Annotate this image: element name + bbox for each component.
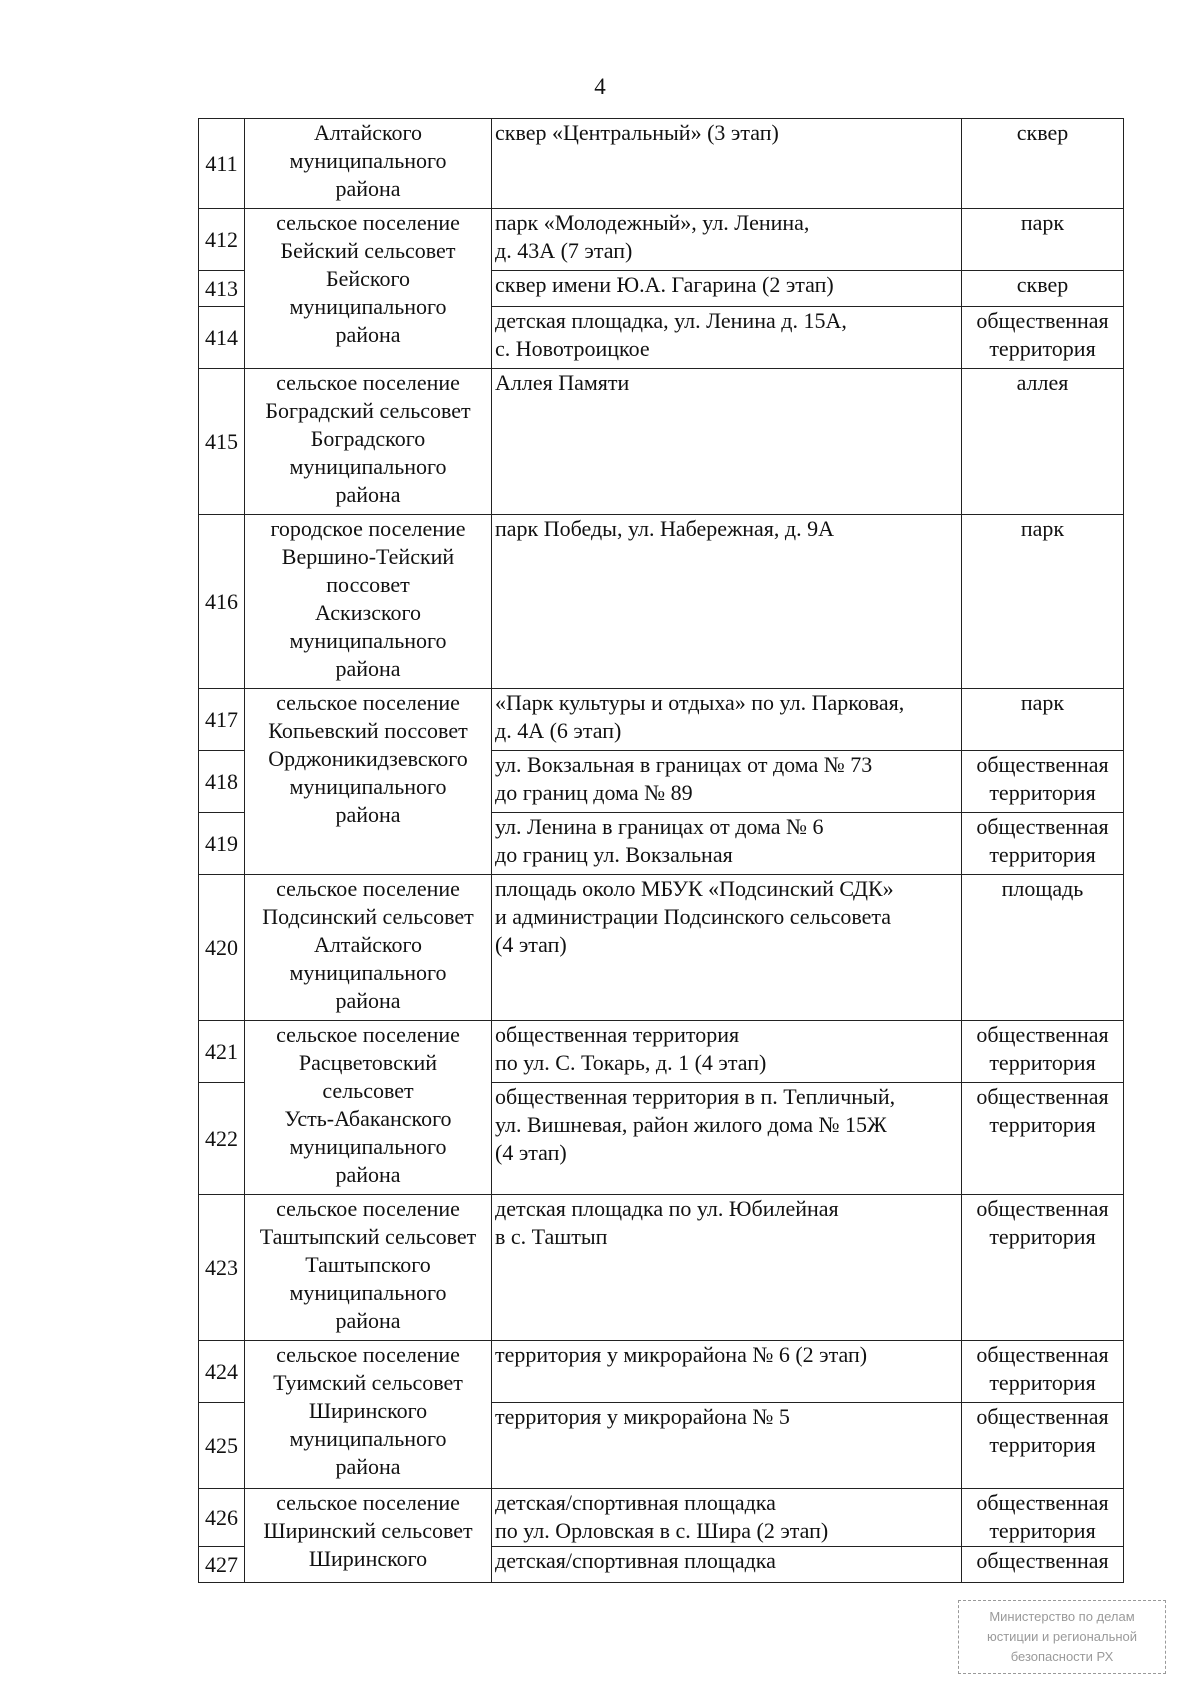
table-row — [199, 209, 1124, 271]
object-cell: площадь около МБУК «Подсинский СДК» и администрации Подсинского сельсовета (4 этап) — [492, 875, 962, 1021]
type-cell: парк — [962, 209, 1124, 271]
row-number: 414 — [199, 307, 245, 369]
type-cell: площадь — [962, 875, 1124, 1021]
object-cell: территория у микрорайона № 5 — [492, 1403, 962, 1489]
object-cell: детская площадка, ул. Ленина д. 15А, с. Новотроицкое — [492, 307, 962, 369]
table-row — [199, 1195, 1124, 1341]
table-row — [199, 689, 1124, 751]
type-cell: общественная территория — [962, 1403, 1124, 1489]
row-number: 424 — [199, 1341, 245, 1403]
table-row — [199, 119, 1124, 209]
type-cell: общественная территория — [962, 813, 1124, 875]
object-cell: сквер имени Ю.А. Гагарина (2 этап) — [492, 271, 962, 307]
type-cell: сквер — [962, 119, 1124, 209]
municipality-cell: сельское поселение Копьевский поссовет Орджоникидзевского муниципального района — [245, 689, 492, 875]
type-cell: общественная территория — [962, 1341, 1124, 1403]
object-cell: общественная территория в п. Тепличный, ул. Вишневая, район жилого дома № 15Ж (4 этап) — [492, 1083, 962, 1195]
object-cell: детская площадка по ул. Юбилейная в с. Таштып — [492, 1195, 962, 1341]
type-cell: общественная территория — [962, 1489, 1124, 1547]
registration-stamp: Министерство по делам юстиции и региональной безопасности РХ — [958, 1600, 1166, 1674]
row-number: 412 — [199, 209, 245, 271]
row-number: 418 — [199, 751, 245, 813]
type-cell: парк — [962, 689, 1124, 751]
type-cell: общественная территория — [962, 1021, 1124, 1083]
row-number: 421 — [199, 1021, 245, 1083]
municipality-cell: сельское поселение Туимский сельсовет Ширинского муниципального района — [245, 1341, 492, 1489]
municipality-cell: сельское поселение Расцветовский сельсовет Усть-Абаканского муниципального района — [245, 1021, 492, 1195]
object-cell: «Парк культуры и отдыха» по ул. Парковая, д. 4А (6 этап) — [492, 689, 962, 751]
page-number: 4 — [594, 74, 606, 99]
row-number: 427 — [199, 1547, 245, 1583]
municipality-cell: Алтайского муниципального района — [245, 119, 492, 209]
type-cell: сквер — [962, 271, 1124, 307]
row-number: 415 — [199, 369, 245, 515]
object-cell: ул. Вокзальная в границах от дома № 73 до границ дома № 89 — [492, 751, 962, 813]
row-number: 416 — [199, 515, 245, 689]
table-row — [199, 1489, 1124, 1547]
object-cell: сквер «Центральный» (3 этап) — [492, 119, 962, 209]
objects-table — [198, 118, 1124, 1583]
object-cell: детская/спортивная площадка по ул. Орловская в с. Шира (2 этап) — [492, 1489, 962, 1547]
row-number: 422 — [199, 1083, 245, 1195]
municipality-cell: сельское поселение Подсинский сельсовет Алтайского муниципального района — [245, 875, 492, 1021]
row-number: 420 — [199, 875, 245, 1021]
type-cell: общественная территория — [962, 307, 1124, 369]
row-number: 419 — [199, 813, 245, 875]
object-cell: Аллея Памяти — [492, 369, 962, 515]
municipality-cell: сельское поселение Боградский сельсовет Боградского муниципального района — [245, 369, 492, 515]
type-cell: аллея — [962, 369, 1124, 515]
type-cell: общественная — [962, 1547, 1124, 1583]
municipality-cell: сельское поселение Ширинский сельсовет Ширинского — [245, 1489, 492, 1583]
row-number: 423 — [199, 1195, 245, 1341]
object-cell: ул. Ленина в границах от дома № 6 до границ ул. Вокзальная — [492, 813, 962, 875]
row-number: 413 — [199, 271, 245, 307]
object-cell: территория у микрорайона № 6 (2 этап) — [492, 1341, 962, 1403]
table-row — [199, 875, 1124, 1021]
row-number: 417 — [199, 689, 245, 751]
object-cell: парк «Молодежный», ул. Ленина, д. 43А (7 этап) — [492, 209, 962, 271]
table-row — [199, 369, 1124, 515]
row-number: 425 — [199, 1403, 245, 1489]
type-cell: общественная территория — [962, 1083, 1124, 1195]
table-row — [199, 1021, 1124, 1083]
type-cell: общественная территория — [962, 1195, 1124, 1341]
row-number: 411 — [199, 119, 245, 209]
table-row — [199, 1341, 1124, 1403]
municipality-cell: городское поселение Вершино-Тейский поссовет Аскизского муниципального района — [245, 515, 492, 689]
municipality-cell: сельское поселение Таштыпский сельсовет Таштыпского муниципального района — [245, 1195, 492, 1341]
object-cell: общественная территория по ул. С. Токарь, д. 1 (4 этап) — [492, 1021, 962, 1083]
type-cell: парк — [962, 515, 1124, 689]
object-cell: детская/спортивная площадка — [492, 1547, 962, 1583]
municipality-cell: сельское поселение Бейский сельсовет Бейского муниципального района — [245, 209, 492, 369]
table-row — [199, 515, 1124, 689]
row-number: 426 — [199, 1489, 245, 1547]
object-cell: парк Победы, ул. Набережная, д. 9А — [492, 515, 962, 689]
type-cell: общественная территория — [962, 751, 1124, 813]
